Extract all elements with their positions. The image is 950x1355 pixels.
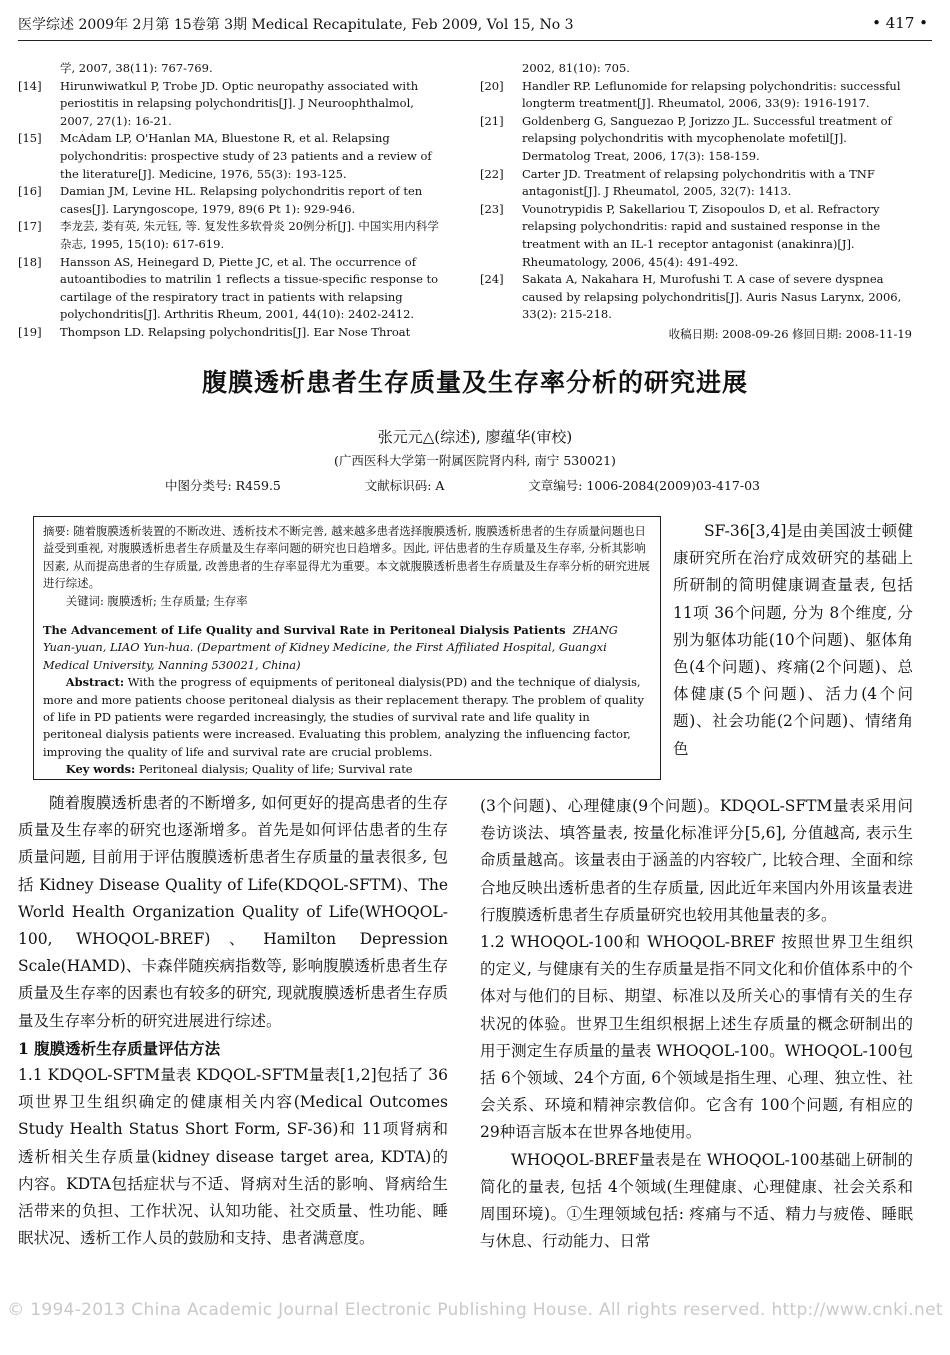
abstract-cn: 摘要: 随着腹膜透析装置的不断改进、透析技术不断完善, 越来越多患者选择腹膜透析, 腹膜透析患者的生存质量问题也日益受到重视, 对腹膜透析患者生存质量及生存率问题的研究也日趋增多。因此, 评估患者的生存质量及生存率, 分析其影响因素, 从而提高患者的生存质量, 改善患者的生存率显得尤为重要。本文就腹膜透析患者生存质量及生存率分析的研究进展进行综述。	[43, 524, 650, 591]
article-authors: 张元元△(综述), 廖蕴华(审校)	[377, 428, 573, 446]
reference-item: [23] Vounotrypidis P, Sakellariou T, Zisopoulos D, et al. Refractory relapsing polychondritis: rapid and sustained response in the treatment with an IL-1 receptor antagonist (anakinra)[J]. Rheumatology, 2006, 45(4): 491-492.	[480, 201, 881, 269]
page-number: • 417 •	[872, 14, 928, 32]
keywords-cn: 关键词: 腹膜透析; 生存质量; 生存率	[65, 593, 248, 608]
keywords-en: Peritoneal dialysis; Quality of life; Survival rate	[138, 762, 413, 777]
body-column-right-top	[673, 518, 913, 763]
english-title: The Advancement of Life Quality and Survival Rate in Peritoneal Dialysis Patients	[43, 623, 566, 638]
reference-item: [20] Handler RP. Leflunomide for relapsing polychondritis: successful longterm treatment[J]. Rheumatol, 2006, 33(9): 1916-1917.	[480, 78, 901, 111]
body-column-right	[480, 793, 913, 1255]
receipt-dates: 收稿日期: 2008-09-26 修回日期: 2008-11-19	[668, 326, 912, 341]
body-paragraph: 1.2 WHOQOL-100和 WHOQOL-BREF 按照世界卫生组织的定义, 与健康有关的生存质量是指不同文化和价值体系中的个体对与他们的目标、期望、标准以及所关心的事情有关的生存状况的体验。世界卫生组织根据上述生存质量的概念研制出的用于测定生存质量的量表 WHOQOL-100。WHOQOL-100包括 6个领域、24个方面, 6个领域是指生理、心理、独立性、社会关系、环境和精神宗教信仰。它含有 100个问题, 有相应的 29种语言版本在世界各地使用。	[480, 933, 913, 1142]
article-number: 文章编号: 1006-2084(2009)03-417-03	[528, 478, 760, 493]
keywords-en-label: Key words:	[65, 762, 136, 777]
reference-item: [14] Hirunwiwatkul P, Trobe JD. Optic neuropathy associated with periostitis in relapsing polychondritis[J]. J Neuroophthalmol, 2007, 27(1): 16-21.	[18, 78, 419, 128]
abstract-en: With the progress of equipments of peritoneal dialysis(PD) and the technique of dialysis, more and more patients choose peritoneal dialysis as their replacement therapy. The problem of quality of life in PD patients were regarded increasingly, the studies of survival rate and life quality in peritoneal dialysis patients were increased. Evaluating this problem, analyzing the influencing factor, improving the quality of life and survival rate are crucial problems.	[43, 675, 644, 759]
reference-item: 2002, 81(10): 705.	[522, 61, 630, 75]
reference-item: 学, 2007, 38(11): 767-769.	[60, 61, 213, 75]
references-left	[18, 60, 448, 342]
classification-line	[165, 476, 760, 494]
body-paragraph: (3个问题)、心理健康(9个问题)。KDQOL-SFTM量表采用问卷访谈法、填答量表, 按量化标准评分[5,6], 分值越高, 表示生命质量越高。该量表由于涵盖的内容较广, 比较合理、全面和综合地反映出透析患者的生存质量, 因此近年来国内外用该量表进行腹膜透析患者生存质量研究也较用其他量表的多。	[480, 797, 913, 924]
document-code: 文献标识码: A	[364, 478, 445, 493]
class-number: 中图分类号: R459.5	[165, 478, 281, 493]
abstract-box	[33, 516, 661, 780]
english-authors: ZHANG Yuan-yuan, LIAO Yun-hua.	[43, 623, 618, 655]
reference-item: [21] Goldenberg G, Sanguezao P, Jorizzo JL. Successful treatment of relapsing polychondritis with mycophenolate mofetil[J]. Dermatolog Treat, 2006, 17(3): 158-159.	[480, 113, 892, 163]
reference-item: [24] Sakata A, Nakahara H, Murofushi T. A case of severe dyspnea caused by relapsing polychondritis[J]. Auris Nasus Larynx, 2006, 33(2): 215-218.	[480, 272, 902, 322]
copyright-watermark: © 1994-2013 China Academic Journal Electronic Publishing House. All rights reserved. http://www.cnki.net	[7, 1300, 943, 1320]
body-paragraph: SF-36[3,4]是由美国波士顿健康研究所在治疗成效研究的基础上所研制的简明健康调查量表, 包括 11项 36个问题, 分为 8个维度, 分别为躯体功能(10个问题)、躯体角色(4个问题)、疼痛(2个问题)、总体健康(5个问题)、活力(4个问题)、社会功能(2个问题)、情绪角色	[673, 522, 913, 758]
references-right	[480, 60, 912, 344]
article-title: 腹膜透析患者生存质量及生存率分析的研究进展	[201, 368, 748, 397]
reference-item: [15] McAdam LP, O'Hanlan MA, Bluestone R, et al. Relapsing polychondritis: prospective study of 23 patients and a review of the literature[J]. Medicine, 1976, 55(3): 193-125.	[18, 131, 432, 181]
author-affiliation: (广西医科大学第一附属医院肾内科, 南宁 530021)	[334, 453, 616, 468]
header-rule	[18, 40, 932, 41]
body-paragraph: 1.1 KDQOL-SFTM量表 KDQOL-SFTM量表[1,2]包括了 36项世界卫生组织确定的健康相关内容(Medical Outcomes Study Health Status Short Form, SF-36)和 11项肾病和透析相关生存质量(kidney disease target area, KDTA)的内容。KDTA包括症状与不适、肾病对生活的影响、肾病给生活带来的负担、工作状况、认知功能、社交质量、性功能、睡眠状况、透析工作人员的鼓励和支持、患者满意度。	[18, 1066, 448, 1248]
abstract-en-label: Abstract:	[65, 675, 125, 690]
english-affiliation: (Department of Kidney Medicine, the First Affiliated Hospital, Guangxi Medical University, Nanning 530021, China)	[43, 640, 607, 672]
body-paragraph: 随着腹膜透析患者的不断增多, 如何更好的提高患者的生存质量及生存率的研究也逐渐增多。首先是如何评估患者的生存质量问题, 目前用于评估腹膜透析患者生存质量的量表很多, 包括 Kidney Disease Quality of Life(KDQOL-SFTM)、The World Health Organization Quality of Life(WHOQOL-100, WHOQOL-BREF)、Hamilton Depression Scale(HAMD)、卡森伴随疾病指数等, 影响腹膜透析患者生存质量及生存率的因素也有较多的研究, 现就腹膜透析患者生存质量及生存率分析的研究进展进行综述。	[18, 794, 448, 1030]
reference-item: [19] Thompson LD. Relapsing polychondritis[J]. Ear Nose Throat	[18, 324, 411, 339]
reference-item: [18] Hansson AS, Heinegard D, Piette JC, et al. The occurrence of autoantibodies to matrilin 1 reflects a tissue-specific response to cartilage of the respiratory tract in patients with relapsing polychondritis[J]. Arthritis Rheum, 2001, 44(10): 2402-2412.	[18, 254, 439, 322]
body-paragraph: WHOQOL-BREF量表是在 WHOQOL-100基础上研制的简化的量表, 包括 4个领域(生理健康、心理健康、社会关系和周围环境)。①生理领域包括: 疼痛与不适、精力与疲倦、睡眠与休息、行动能力、日常	[480, 1150, 913, 1251]
section-heading: 1 腹膜透析生存质量评估方法	[18, 1038, 221, 1058]
reference-item: [17] 李龙芸, 娄有英, 朱元钰, 等. 复发性多软骨炎 20例分析[J]. 中国实用内科学杂志, 1995, 15(10): 617-619.	[18, 219, 439, 251]
journal-info: 医学综述 2009年 2月第 15卷第 3期 Medical Recapitulate, Feb 2009, Vol 15, No 3	[18, 17, 574, 33]
reference-item: [16] Damian JM, Levine HL. Relapsing polychondritis report of ten cases[J]. Laryngoscope, 1979, 89(6 Pt 1): 929-946.	[18, 184, 423, 216]
reference-item: [22] Carter JD. Treatment of relapsing polychondritis with a TNF antagonist[J]. J Rheumatol, 2005, 32(7): 1413.	[480, 166, 875, 199]
body-column-left	[18, 790, 448, 1252]
